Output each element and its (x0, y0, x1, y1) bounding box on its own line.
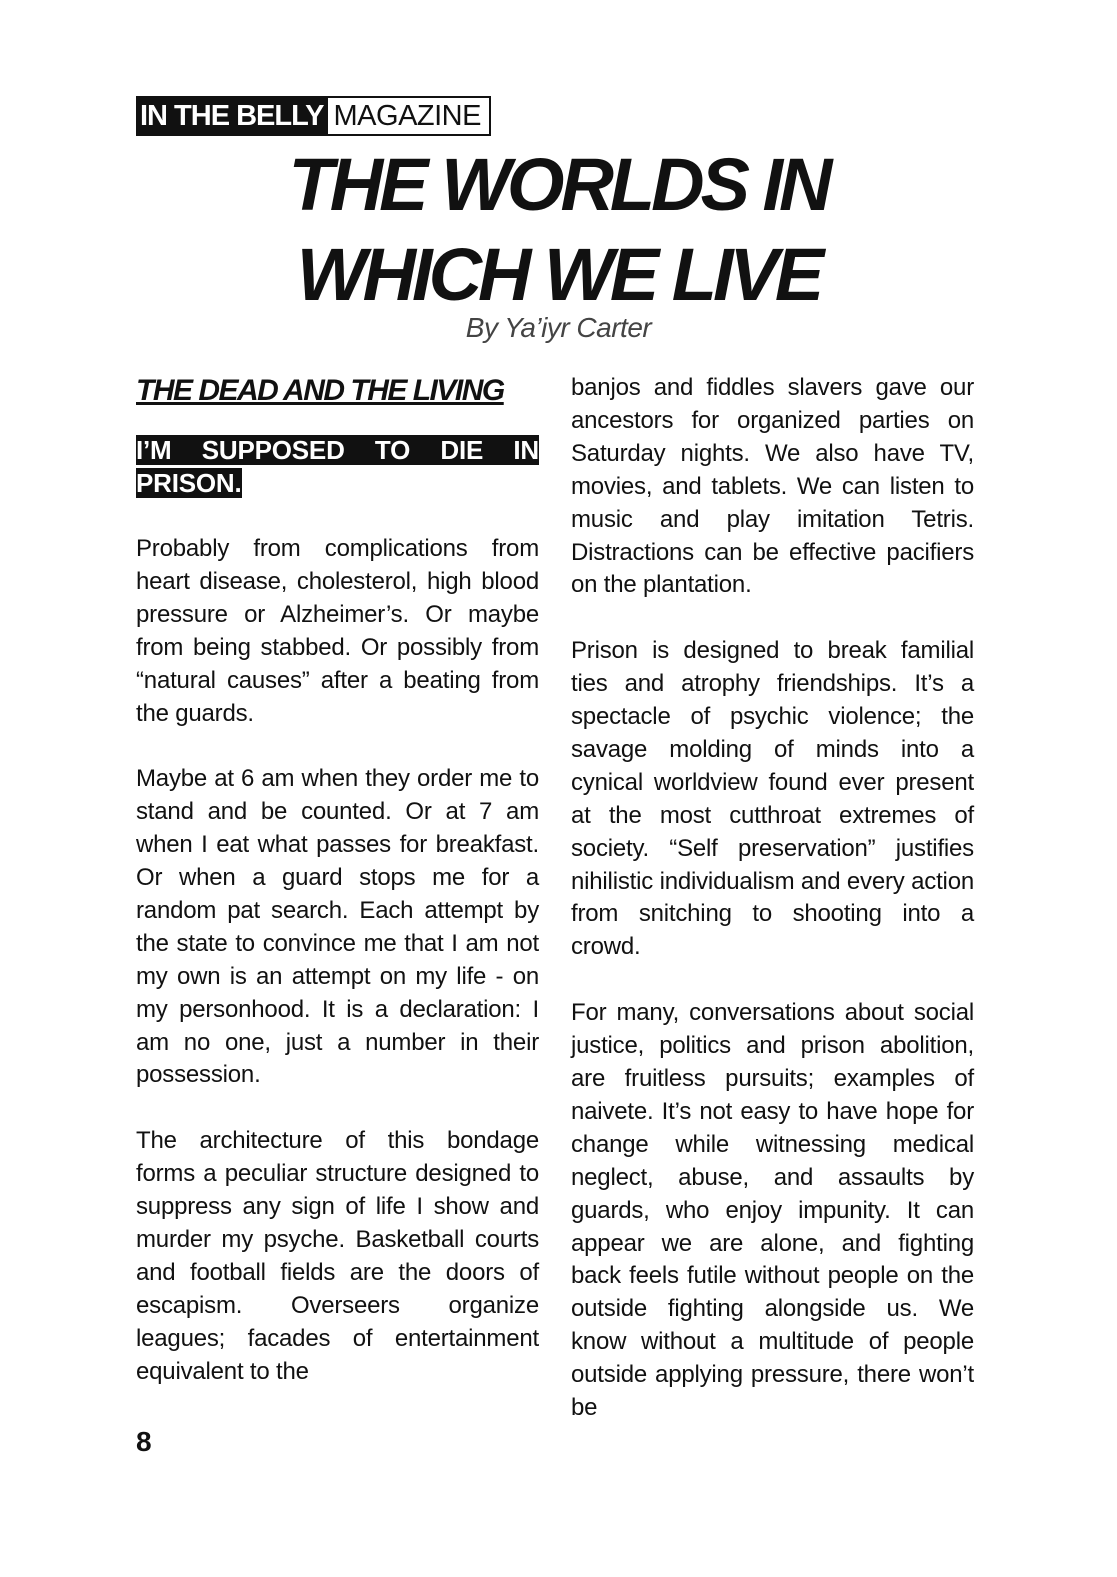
right-paragraph-3: For many, conversations about social justice, politics and prison abolition, are fruitless pursuits; examples of naivete. It’s not easy to have hope for change while witnessing medical neglect, abuse, and assaults by guards, who enjoy impunity. It can appear we are alone, and fighting back feels futile without people on the outside fighting alongside us. We know without a multitude of people outside applying pressure, there won’t be (571, 999, 974, 1422)
paragraph-gap (571, 602, 974, 635)
right-paragraph-2: Prison is designed to break familial ties and atrophy friendships. It’s a spectacle of psychic violence; the savage molding of minds into a cynical worldview found ever present at the most cutthroat extremes of society. “Self preservation” justifies nihilistic individualism and every action from snitching to shooting into a crowd. (571, 637, 974, 961)
paragraph-gap (571, 964, 974, 997)
right-column (571, 372, 974, 1425)
callout-block (136, 434, 539, 500)
right-paragraph-1: banjos and fiddles slavers gave our ancestors for organized parties on Saturday nights. We also have TV, movies, and tablets. We can listen to music and play imitation Tetris. Distractions can be effective pacifiers on the plantation. (571, 374, 974, 599)
left-paragraph-3: The architecture of this bondage forms a peculiar structure designed to suppress any sign of life I show and murder my psyche. Basketball courts and football fields are the doors of escapism. Overseers organize leagues; facades of entertainment equivalent to the (136, 1127, 539, 1385)
callout-text: I’M SUPPOSED TO DIE IN PRISON. (136, 435, 539, 498)
left-column (136, 372, 539, 1389)
masthead-brand: IN THE BELLY (138, 98, 328, 134)
article-title-line-1: THE WORLDS IN (288, 143, 829, 226)
article-title (0, 140, 1117, 320)
left-paragraph-1: Probably from complications from heart disease, cholesterol, high blood pressure or Alzheimer’s. Or maybe from being stabbed. Or possibly from “natural causes” after a beating from the guards. (136, 535, 539, 727)
paragraph-gap (136, 730, 539, 763)
paragraph-gap (136, 1092, 539, 1125)
section-heading: THE DEAD AND THE LIVING (136, 374, 504, 407)
masthead-magazine: MAGAZINE (333, 100, 481, 132)
byline: By Ya’iyr Carter (465, 312, 652, 343)
page-number: 8 (136, 1426, 152, 1457)
article-title-line-2: WHICH WE LIVE (296, 233, 821, 316)
left-paragraph-2: Maybe at 6 am when they order me to stand and be counted. Or at 7 am when I eat what passes for breakfast. Or when a guard stops me for a random pat search. Each attempt by the state to convince me that I am not my own is an attempt on my life - on my personhood. It is a declaration: I am no one, just a number in their possession. (136, 765, 539, 1089)
masthead (136, 96, 491, 136)
